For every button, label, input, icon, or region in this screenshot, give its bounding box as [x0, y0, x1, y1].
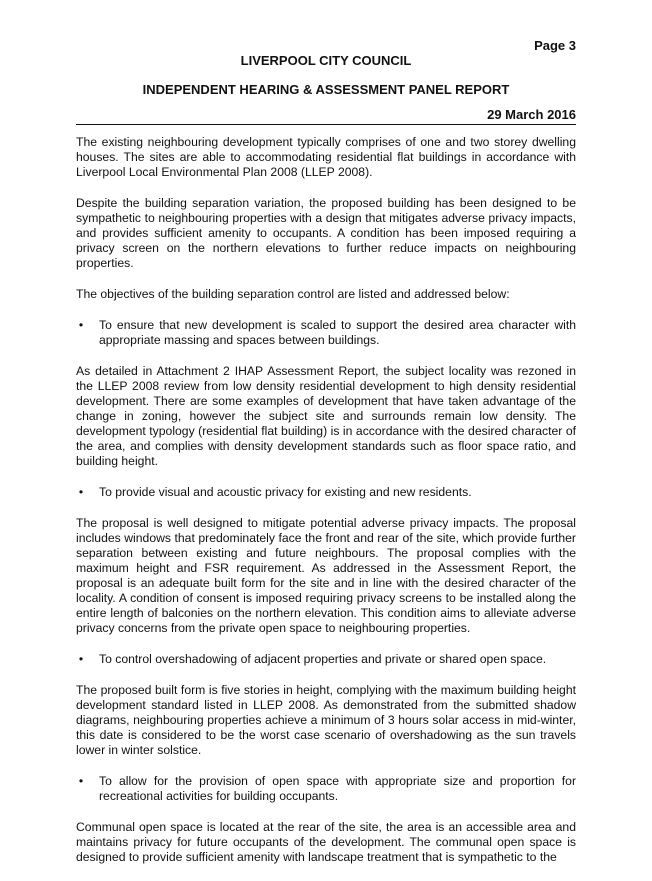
paragraph-existing-development: The existing neighbouring development typically comprises of one and two storey dwelling houses. The sites are able to accommodating residential flat buildings in accordance with Liverpool Local Environmental Plan 2008 (LLEP 2008). [76, 135, 576, 179]
report-title: INDEPENDENT HEARING & ASSESSMENT PANEL REPORT [142, 82, 510, 97]
bullet-text: To allow for the provision of open space with appropriate size and proportion for recreational activities for building occupants. [99, 774, 576, 803]
report-body [76, 135, 576, 881]
bullet-text: To control overshadowing of adjacent properties and private or shared open space. [99, 652, 547, 666]
report-date: 29 March 2016 [487, 107, 576, 122]
header-divider [76, 124, 576, 125]
bullet-icon: • [78, 485, 84, 499]
paragraph-built-form: The proposed built form is five stories in height, complying with the maximum building height development standard listed in LLEP 2008. As demonstrated from the submitted shadow diagrams, neighbouring properties achieve a minimum of 3 hours solar access in mid-winter, this date is considered to be the worst case scenario of overshadowing as the sun travels lower in winter solstice. [76, 683, 576, 757]
paragraph-communal-open-space: Communal open space is located at the rear of the site, the area is an accessible area and maintains privacy for future occupants of the development. The communal open space is designed to provide sufficient amenity with landscape treatment that is sympathetic to the [76, 820, 576, 864]
paragraph-objectives-intro: The objectives of the building separation control are listed and addressed below: [76, 287, 510, 301]
bullet-objective-overshadowing [76, 652, 576, 667]
bullet-objective-privacy [76, 485, 576, 500]
page-number: Page 3 [534, 38, 576, 53]
bullet-text: To provide visual and acoustic privacy for existing and new residents. [99, 485, 472, 499]
paragraph-separation-variation: Despite the building separation variation, the proposed building has been designed to be sympathetic to neighbouring properties with a design that mitigates adverse privacy impacts, and provides sufficient amenity to occupants. A condition has been imposed requiring a privacy screen on the northern elevations to further reduce impacts on neighbouring properties. [76, 196, 576, 270]
bullet-icon: • [78, 774, 84, 788]
paragraph-rezoning: As detailed in Attachment 2 IHAP Assessment Report, the subject locality was rezoned in the LLEP 2008 review from low density residential development to high density residential development. There are some examples of development that have taken advantage of the change in zoning, however the subject site and surrounds remain low density. The development typology (residential flat building) is in accordance with the desired character of the area, and complies with density development standards such as floor space ratio, and building height. [76, 364, 576, 468]
bullet-text: To ensure that new development is scaled to support the desired area character with appropriate massing and spaces between buildings. [99, 318, 576, 347]
bullet-icon: • [78, 652, 84, 666]
bullet-objective-scale [76, 318, 576, 348]
bullet-objective-open-space [76, 774, 576, 804]
council-name: LIVERPOOL CITY COUNCIL [240, 53, 412, 68]
paragraph-privacy-design: The proposal is well designed to mitigate potential adverse privacy impacts. The proposal includes windows that predominately face the front and rear of the site, which provide further separation between existing and future neighbours. The proposal complies with the maximum height and FSR requirement. As addressed in the Assessment Report, the proposal is an adequate built form for the site and in line with the desired character of the locality. A condition of consent is imposed requiring privacy screens to be installed along the entire length of balconies on the northern elevation. This condition aims to alleviate adverse privacy concerns from the private open space to neighbouring properties. [76, 516, 576, 635]
bullet-icon: • [78, 318, 84, 332]
